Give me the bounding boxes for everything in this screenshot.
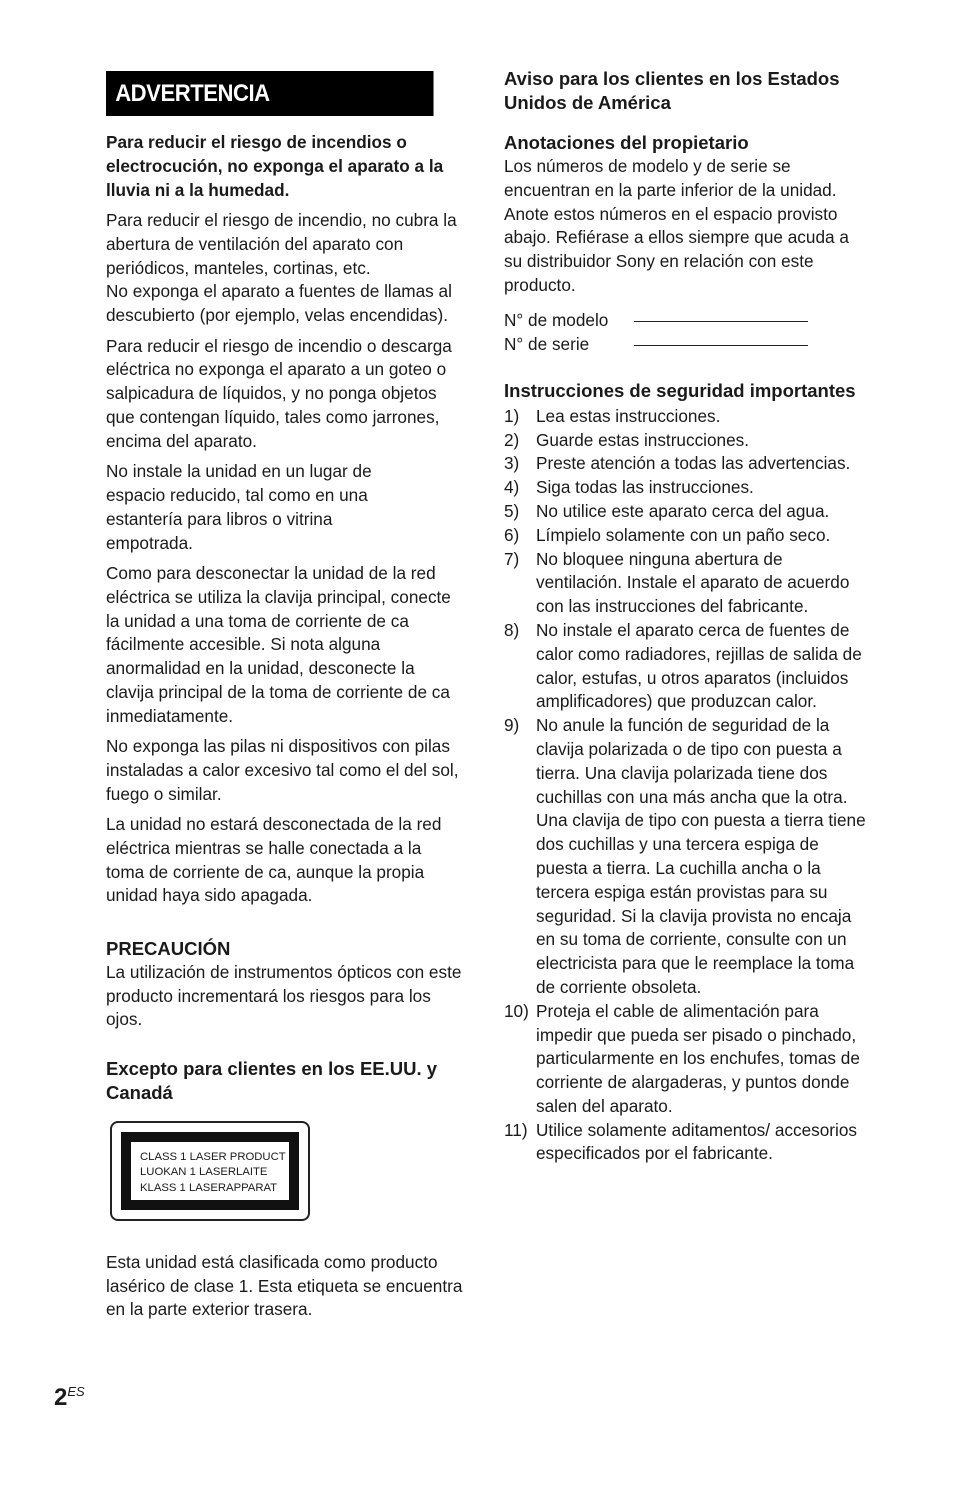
safety-step-item xyxy=(504,500,866,524)
step-text: Guarde estas instrucciones. xyxy=(536,429,750,450)
safety-step-item xyxy=(504,714,866,1000)
warning-banner xyxy=(106,71,434,116)
owner-records-text: Los números de modelo y de serie se encuentran en la parte inferior de la unidad. Anote estos números en el espacio provisto abajo. Refiérase a ellos siempre que acuda a su distribuidor Sony en relación con este producto. xyxy=(504,156,849,295)
step-text: Lea estas instrucciones. xyxy=(536,405,721,426)
notice-title: Aviso para los clientes en los Estados Unidos de América xyxy=(504,68,840,113)
step-text: Límpielo solamente con un paño seco. xyxy=(536,524,831,545)
step-text: No bloquee ninguna abertura de ventilación. Instale el aparato de acuerdo con las instrucciones del fabricante. xyxy=(536,548,850,617)
paragraph-liquids: Para reducir el riesgo de incendio o descarga eléctrica no exponga el aparato a un goteo o salpicadura de líquidos, y no ponga objetos que contengan líquido, tales como jarrones, encima del aparato. xyxy=(106,335,452,451)
step-number: 7) xyxy=(504,548,520,569)
laser-label-inner xyxy=(121,1132,299,1210)
step-text: No anule la función de seguridad de la clavija polarizada o de tipo con puesta a tierra. Una clavija polarizada tiene dos cuchillas con una más ancha que la otra. Una clavija de tipo con puesta a tierra tiene dos cuchillas y una tercera espiga de puesta a tierra. La cuchilla ancha o la tercera espiga están provistas para su seguridad. Si la clavija provista no encaja en su toma de corriente, consulte con un electricista para que le reemplace la toma de corriente obsoleta. xyxy=(536,715,866,997)
step-number: 8) xyxy=(504,619,520,640)
warning-bold-text: Para reducir el riesgo de incendios o electrocución, no exponga el aparato a la lluvia ni a la humedad. xyxy=(106,132,444,200)
step-number: 5) xyxy=(504,500,520,521)
safety-step-item xyxy=(504,1000,866,1119)
owner-records-title: Anotaciones del propietario xyxy=(504,132,749,153)
safety-step-item xyxy=(504,429,866,453)
step-text: No utilice este aparato cerca del agua. xyxy=(536,500,830,521)
laser-label-line: LUOKAN 1 LASERLAITE xyxy=(140,1166,268,1179)
step-number: 3) xyxy=(504,453,520,474)
step-number: 9) xyxy=(504,715,520,736)
step-number: 2) xyxy=(504,429,520,450)
model-number-row xyxy=(504,308,866,332)
step-text: Proteja el cable de alimentación para impedir que pueda ser pisado o pinchado, particularmente en los enchufes, tomas de corriente de alargaderas, y puntos donde salen del aparato. xyxy=(536,1000,860,1116)
safety-step-item xyxy=(504,619,866,714)
safety-step-item xyxy=(504,1119,866,1167)
laser-label-line: KLASS 1 LASERAPPARAT xyxy=(140,1181,278,1194)
laser-label-image xyxy=(110,1121,310,1221)
paragraph-flames: No exponga el aparato a fuentes de llamas al descubierto (por ejemplo, velas encendidas). xyxy=(106,281,452,326)
step-number: 11) xyxy=(504,1119,528,1140)
safety-steps-list xyxy=(504,405,866,1167)
step-text: Preste atención a todas las advertencias. xyxy=(536,453,851,474)
serial-number-field xyxy=(634,332,808,346)
step-text: Utilice solamente aditamentos/ accesorios especificados por el fabricante. xyxy=(536,1119,857,1164)
model-number-field xyxy=(634,308,808,322)
safety-step-item xyxy=(504,548,866,619)
except-title: Excepto para clientes en los EE.UU. y Canadá xyxy=(106,1057,438,1103)
serial-number-row xyxy=(504,332,866,356)
paragraph-disconnect: Como para desconectar la unidad de la red eléctrica se utiliza la clavija principal, conecte la unidad a una toma de corriente de ca fácilmente accesible. Si nota alguna anormalidad en la unidad, desconecte la clavija principal de la toma de corriente de ca inmediatamente. xyxy=(106,562,451,726)
safety-step-item xyxy=(504,405,866,429)
step-number: 10) xyxy=(504,1000,529,1021)
warning-banner-title: ADVERTENCIA xyxy=(115,79,270,107)
laser-label-line: CLASS 1 LASER PRODUCT xyxy=(140,1150,286,1163)
precaution-text: La utilización de instrumentos ópticos con este producto incrementará los riesgos para los ojos. xyxy=(106,961,462,1030)
serial-number-label: N° de serie xyxy=(504,333,590,354)
paragraph-installation: No instale la unidad en un lugar de espacio reducido, tal como en una estantería para libros o vitrina empotrada. xyxy=(106,461,372,553)
precaution-title: PRECAUCIÓN xyxy=(106,937,231,959)
paragraph-power-off: La unidad no estará desconectada de la red eléctrica mientras se halle conectada a la toma de corriente de ca, aunque la propia unidad haya sido apagada. xyxy=(106,814,442,906)
left-column xyxy=(106,71,464,1322)
paragraph-batteries: No exponga las pilas ni dispositivos con pilas instaladas a calor excesivo tal como el del sol, fuego o similar. xyxy=(106,736,459,804)
step-number: 1) xyxy=(504,405,520,426)
safety-step-item xyxy=(504,476,866,500)
model-number-label: N° de modelo xyxy=(504,309,609,330)
right-column xyxy=(504,67,866,1166)
step-number: 6) xyxy=(504,524,520,545)
step-text: No instale el aparato cerca de fuentes de calor como radiadores, rejillas de salida de calor, estufas, u otros aparatos (incluidos amplificadores) que produzcan calor. xyxy=(536,619,862,712)
safety-title: Instrucciones de seguridad importantes xyxy=(504,379,856,401)
safety-step-item xyxy=(504,452,866,476)
page-number xyxy=(54,1384,85,1412)
page-number-value: 2 xyxy=(54,1384,68,1411)
step-number: 4) xyxy=(504,477,520,498)
safety-step-item xyxy=(504,524,866,548)
step-text: Siga todas las instrucciones. xyxy=(536,477,754,498)
paragraph-ventilation: Para reducir el riesgo de incendio, no cubra la abertura de ventilación del aparato con periódicos, manteles, cortinas, etc. xyxy=(106,209,457,278)
laser-class-text: Esta unidad está clasificada como producto lasérico de clase 1. Esta etiqueta se encuentra en la parte exterior trasera. xyxy=(106,1251,463,1320)
page-language-suffix: ES xyxy=(67,1384,85,1399)
